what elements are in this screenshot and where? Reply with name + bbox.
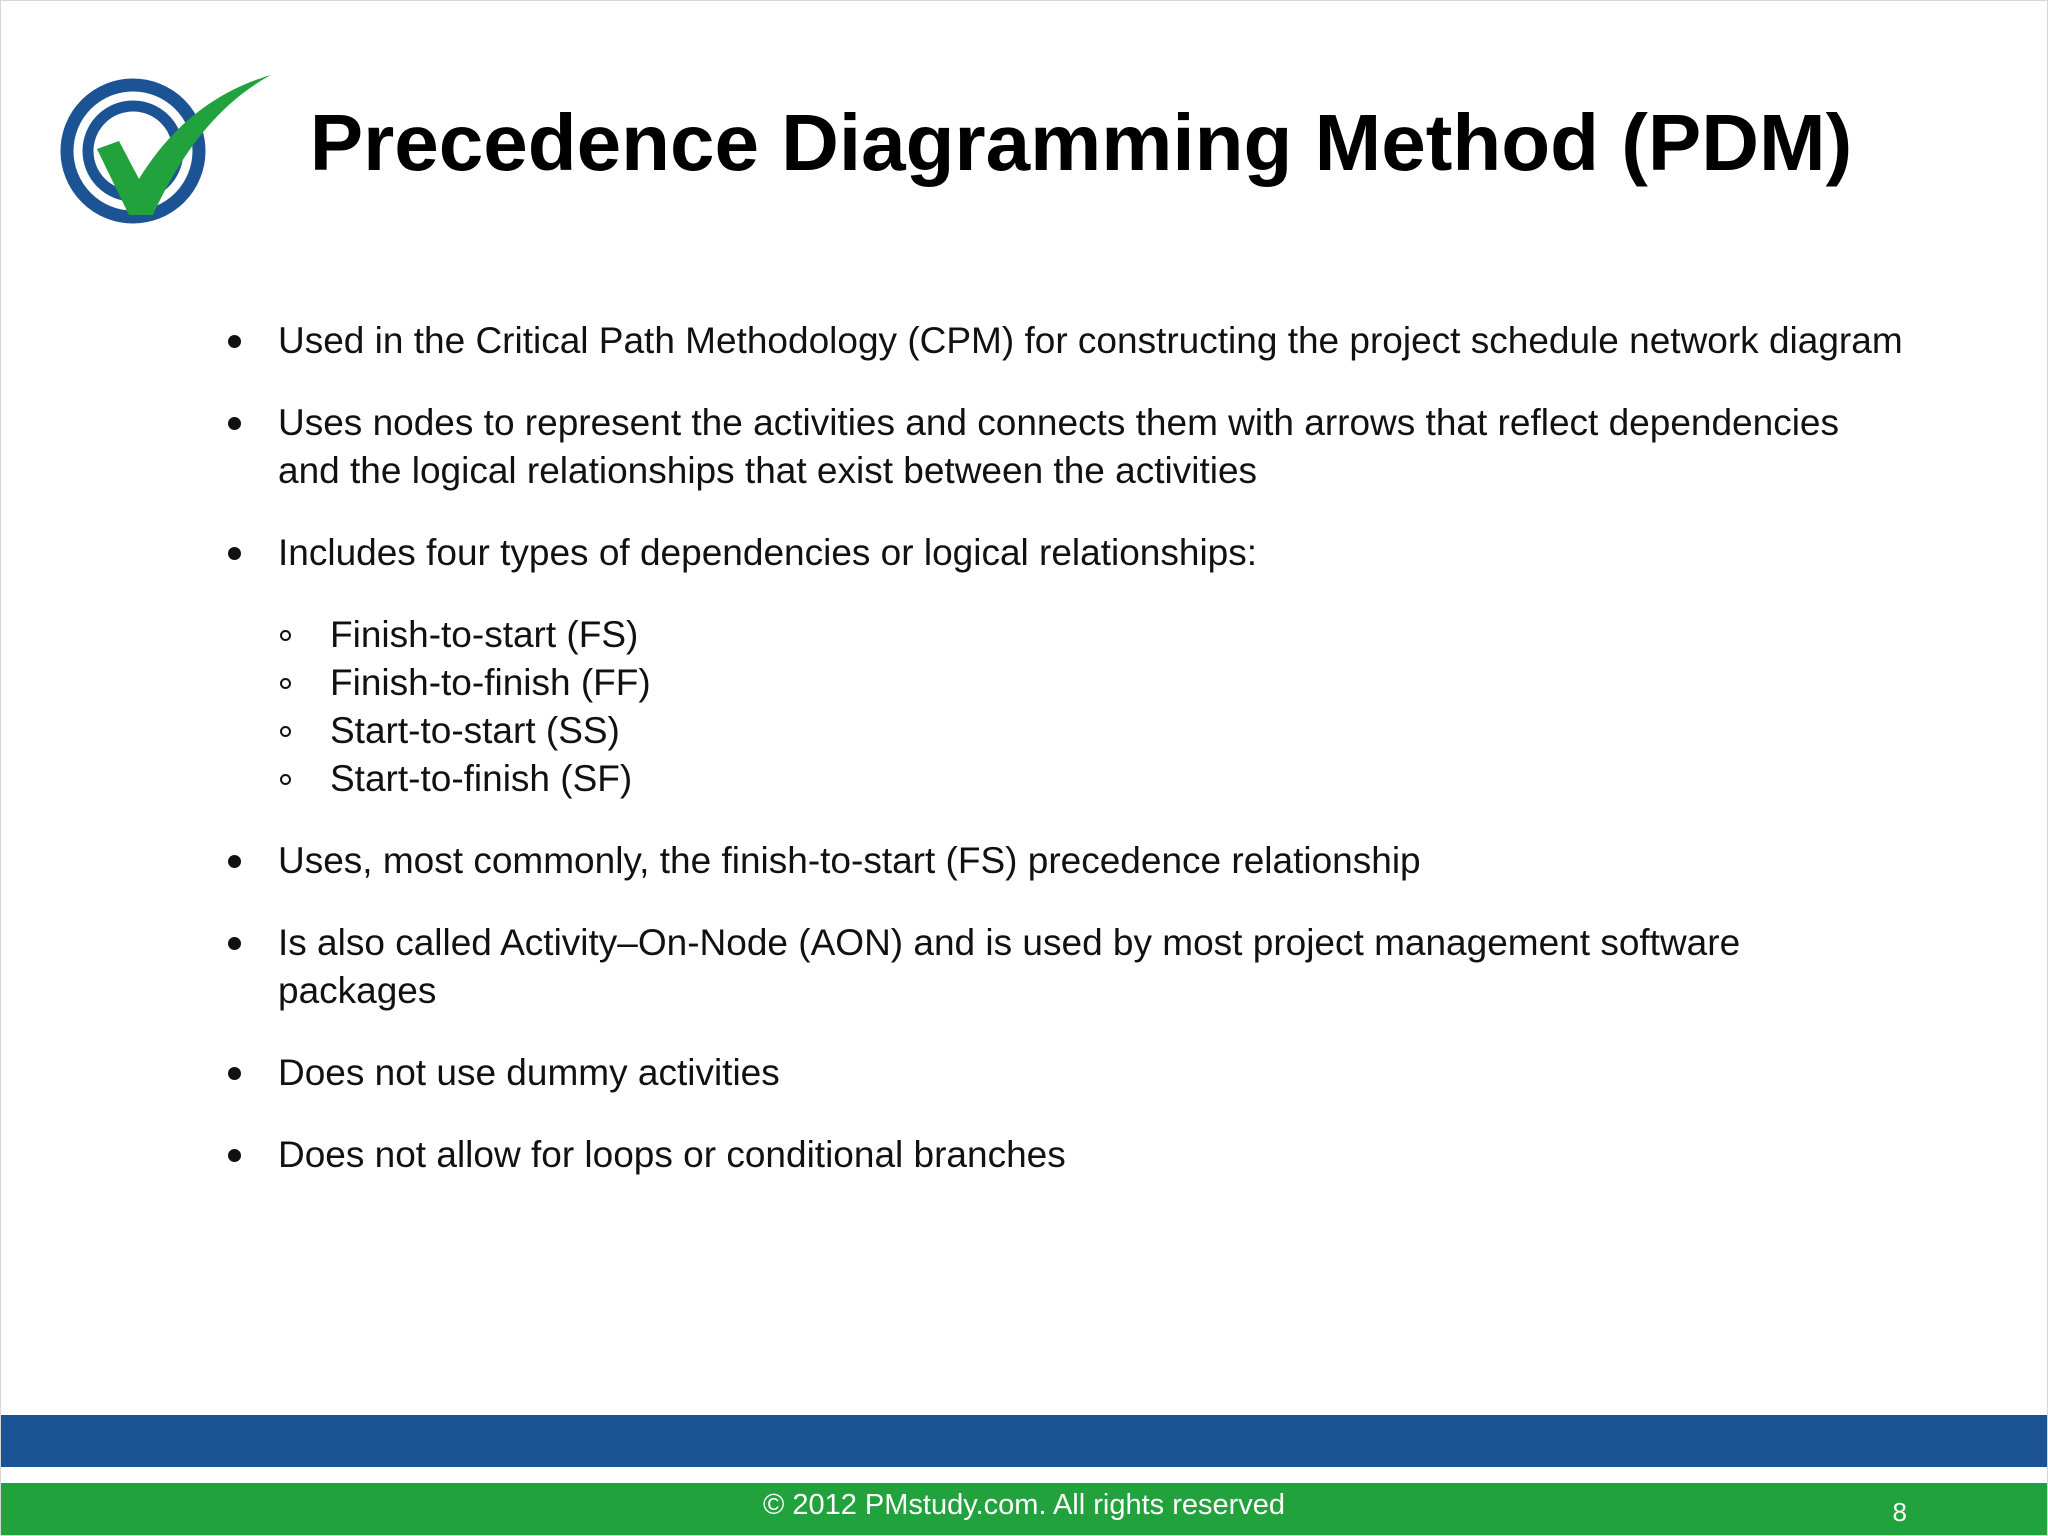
bullet-item bbox=[223, 399, 1903, 495]
sub-bullet-item bbox=[278, 659, 1903, 707]
page-number: 8 bbox=[1892, 1497, 1907, 1527]
bullet-list bbox=[223, 317, 1903, 1179]
bullet-dot-icon bbox=[228, 335, 241, 348]
bullet-item bbox=[223, 317, 1903, 365]
bullet-item bbox=[223, 1131, 1903, 1179]
sub-bullet-item bbox=[278, 611, 1903, 659]
sub-bullet-text: Start-to-start (SS) bbox=[330, 710, 620, 751]
sub-bullet-item bbox=[278, 755, 1903, 803]
bullet-text: Uses, most commonly, the finish-to-start (FS) precedence relationship bbox=[278, 840, 1421, 881]
copyright-text: © 2012 PMstudy.com. All rights reserved bbox=[762, 1489, 1286, 1521]
footer-blue-band bbox=[1, 1415, 2047, 1467]
bullet-item bbox=[223, 1049, 1903, 1097]
hollow-bullet-icon bbox=[280, 678, 291, 689]
hollow-bullet-icon bbox=[280, 726, 291, 737]
sub-bullet-text: Finish-to-start (FS) bbox=[330, 614, 639, 655]
bullet-text: Is also called Activity–On-Node (AON) and is used by most project management software packages bbox=[278, 922, 1741, 1011]
bullet-content bbox=[223, 317, 1903, 1213]
bullet-dot-icon bbox=[228, 1149, 241, 1162]
bullet-dot-icon bbox=[228, 855, 241, 868]
bullet-text: Does not use dummy activities bbox=[278, 1052, 780, 1093]
bullet-item bbox=[223, 837, 1903, 885]
sub-bullet-list bbox=[278, 611, 1903, 803]
checkmark-logo-icon bbox=[59, 71, 279, 231]
bullet-text: Used in the Critical Path Methodology (CPM) for constructing the project schedule network diagram bbox=[278, 320, 1903, 361]
bullet-text: Includes four types of dependencies or logical relationships: bbox=[278, 532, 1258, 573]
hollow-bullet-icon bbox=[280, 774, 291, 785]
bullet-item bbox=[223, 529, 1903, 803]
sub-bullet-item bbox=[278, 707, 1903, 755]
bullet-item bbox=[223, 919, 1903, 1015]
bullet-dot-icon bbox=[228, 937, 241, 950]
bullet-text: Uses nodes to represent the activities and connects them with arrows that reflect dependencies and the logical relationships that exist between the activities bbox=[278, 402, 1840, 491]
bullet-dot-icon bbox=[228, 417, 241, 430]
sub-bullet-text: Finish-to-finish (FF) bbox=[330, 662, 651, 703]
bullet-dot-icon bbox=[228, 547, 241, 560]
slide-title: Precedence Diagramming Method (PDM) bbox=[309, 98, 1853, 187]
hollow-bullet-icon bbox=[280, 630, 291, 641]
sub-bullet-text: Start-to-finish (SF) bbox=[330, 758, 633, 799]
bullet-dot-icon bbox=[228, 1067, 241, 1080]
bullet-text: Does not allow for loops or conditional branches bbox=[278, 1134, 1066, 1175]
